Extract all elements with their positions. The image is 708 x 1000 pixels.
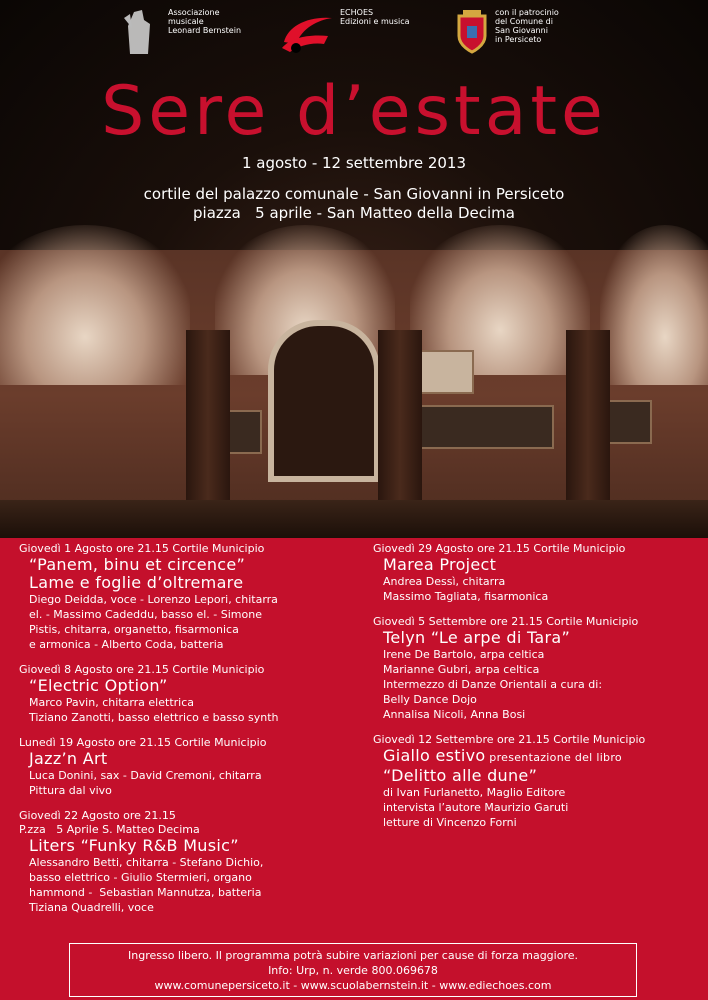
comune-crest-icon	[455, 8, 489, 54]
arch-light	[600, 225, 708, 385]
event-title: Telyn “Le arpe di Tara”	[383, 628, 571, 647]
event-item	[19, 663, 359, 725]
event-performer-line: Annalisa Nicoli, Anna Bosi	[383, 708, 526, 721]
event-performer-line: Tiziana Quadrelli, voce	[29, 901, 154, 914]
event-performer-line: Massimo Tagliata, fisarmonica	[383, 590, 549, 603]
event-date: Giovedì 1 Agosto ore 21.15 Cortile Municipio	[19, 542, 265, 555]
event-title-note: presentazione del libro	[485, 751, 622, 764]
event-performer-line: Diego Deidda, voce - Lorenzo Lepori, chitarra	[29, 593, 278, 606]
event-performer-line: e armonica - Alberto Coda, batteria	[29, 638, 224, 651]
event-title: Lame e foglie d’oltremare	[29, 573, 244, 592]
echoes-logo-icon	[278, 8, 338, 54]
event-performer-line: Pittura dal vivo	[29, 784, 112, 797]
event-item	[373, 615, 703, 722]
event-performer-line: Tiziano Zanotti, basso elettrico e basso synth	[29, 711, 279, 724]
event-performer-line: Belly Dance Dojo	[383, 693, 477, 706]
event-item	[19, 736, 359, 798]
event-item	[373, 542, 703, 604]
bernstein-logo-text: Associazione musicale Leonard Bernstein	[168, 8, 242, 35]
event-performer-line: Andrea Dessì, chitarra	[383, 575, 506, 588]
event-performer-line: Marco Pavin, chitarra elettrica	[29, 696, 194, 709]
footer-notice: Ingresso libero. Il programma potrà subire variazioni per cause di forza maggiore.	[128, 949, 578, 962]
event-date: Giovedì 12 Settembre ore 21.15 Cortile Municipio	[373, 733, 646, 746]
notice-board	[415, 405, 554, 449]
event-item	[19, 809, 359, 915]
event-date: Giovedì 5 Settembre ore 21.15 Cortile Municipio	[373, 615, 639, 628]
plaque	[415, 350, 474, 394]
event-title: Jazz’n Art	[29, 749, 108, 768]
program-section	[0, 538, 708, 1000]
event-date: Giovedì 29 Agosto ore 21.15 Cortile Municipio	[373, 542, 626, 555]
event-date: Giovedì 22 Agosto ore 21.15	[19, 809, 176, 822]
footer-info: Info: Urp, n. verde 800.069678	[268, 964, 438, 977]
event-item	[19, 542, 359, 652]
pillar	[566, 330, 610, 520]
ground	[0, 500, 708, 540]
event-performer-line: Pistis, chitarra, organetto, fisarmonica	[29, 623, 239, 636]
event-title: Marea Project	[383, 555, 497, 574]
event-venue: P.zza 5 Aprile S. Matteo Decima	[19, 823, 200, 836]
festival-dates: 1 agosto - 12 settembre 2013	[241, 154, 467, 172]
footer-websites[interactable]: www.comunepersiceto.it - www.scuolabernstein.it - www.ediechoes.com	[154, 979, 552, 992]
event-performer-line: basso elettrico - Giulio Stermieri, organo	[29, 871, 252, 884]
event-performer-line: Luca Donini, sax - David Cremoni, chitarra	[29, 769, 262, 782]
echoes-logo-text: ECHOES Edizioni e musica	[340, 8, 410, 26]
poster-title: Sere d’estate	[101, 72, 607, 151]
event-title: “Electric Option”	[29, 676, 168, 695]
event-performer-line: Marianne Gubri, arpa celtica	[383, 663, 540, 676]
doorway	[268, 320, 380, 482]
event-performer-line: el. - Massimo Cadeddu, basso el. - Simone	[29, 608, 262, 621]
event-performer-line: intervista l’autore Maurizio Garuti	[383, 801, 569, 814]
venue-line-1: cortile del palazzo comunale - San Giovanni in Persiceto	[143, 185, 565, 203]
event-performer-line: Alessandro Betti, chitarra - Stefano Dichio,	[29, 856, 264, 869]
arch-light	[0, 225, 190, 385]
program-column-left	[19, 542, 359, 926]
event-title: “Panem, binu et circence”	[29, 555, 246, 574]
pillar	[378, 330, 422, 520]
event-performer-line: Irene De Bartolo, arpa celtica	[383, 648, 545, 661]
logo-bar	[0, 6, 708, 56]
event-performer-line: di Ivan Furlanetto, Maglio Editore	[383, 786, 566, 799]
event-performer-line: hammond - Sebastian Mannutza, batteria	[29, 886, 262, 899]
bernstein-statue-icon	[120, 8, 160, 58]
event-performer-line: letture di Vincenzo Forni	[383, 816, 517, 829]
event-title	[383, 747, 703, 767]
program-column-right	[373, 542, 703, 841]
footer-box	[69, 943, 637, 997]
event-title-main: Giallo estivo	[383, 746, 486, 765]
event-item	[373, 733, 703, 830]
event-date: Lunedì 19 Agosto ore 21.15 Cortile Municipio	[19, 736, 267, 749]
event-title: Liters “Funky R&B Music”	[29, 836, 239, 855]
venue-line-2: piazza 5 aprile - San Matteo della Decima	[193, 204, 515, 222]
event-date: Giovedì 8 Agosto ore 21.15 Cortile Municipio	[19, 663, 265, 676]
event-performer-line: Intermezzo di Danze Orientali a cura di:	[383, 678, 603, 691]
comune-logo-text: con il patrocinio del Comune di San Giovanni in Persiceto	[495, 8, 559, 44]
event-title: “Delitto alle dune”	[383, 766, 538, 785]
pillar	[186, 330, 230, 520]
